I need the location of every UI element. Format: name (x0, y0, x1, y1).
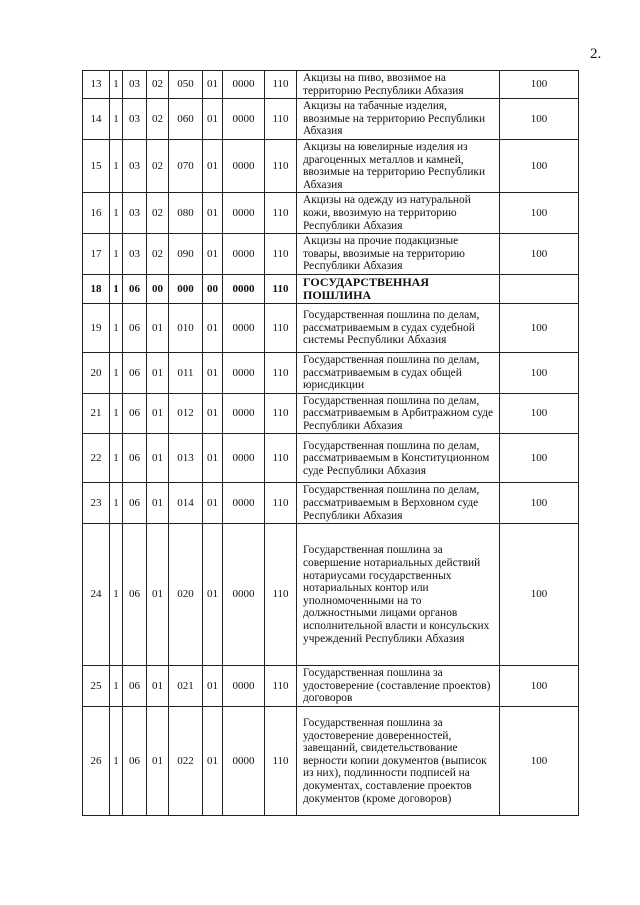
code-economic: 110 (265, 352, 297, 393)
table-row (83, 666, 579, 707)
code-subgroup: 06 (123, 393, 147, 434)
code-subgroup: 03 (123, 99, 147, 140)
revenue-description: Государственная пошлина по делам, рассматриваемым в Арбитражном суде Республики Абхазия (297, 393, 500, 434)
code-group: 1 (110, 234, 123, 275)
code-program: 0000 (223, 234, 265, 275)
code-group: 1 (110, 524, 123, 666)
table-row (83, 303, 579, 352)
allocation-percent: 100 (500, 524, 579, 666)
code-economic: 110 (265, 707, 297, 816)
code-article: 01 (147, 483, 169, 524)
code-economic: 110 (265, 139, 297, 192)
table-row (83, 393, 579, 434)
code-program: 0000 (223, 707, 265, 816)
row-number: 23 (83, 483, 110, 524)
allocation-percent: 100 (500, 666, 579, 707)
code-program: 0000 (223, 434, 265, 483)
table-row (83, 434, 579, 483)
code-element: 01 (203, 71, 223, 99)
code-program: 0000 (223, 352, 265, 393)
table-row (83, 274, 579, 303)
code-program: 0000 (223, 393, 265, 434)
code-subarticle: 080 (169, 193, 203, 234)
row-number: 15 (83, 139, 110, 192)
code-economic: 110 (265, 71, 297, 99)
code-subgroup: 03 (123, 71, 147, 99)
code-element: 01 (203, 352, 223, 393)
code-article: 01 (147, 707, 169, 816)
code-program: 0000 (223, 99, 265, 140)
code-economic: 110 (265, 434, 297, 483)
row-number: 25 (83, 666, 110, 707)
code-article: 01 (147, 434, 169, 483)
code-economic: 110 (265, 303, 297, 352)
code-article: 01 (147, 666, 169, 707)
code-group: 1 (110, 666, 123, 707)
allocation-percent: 100 (500, 303, 579, 352)
row-number: 26 (83, 707, 110, 816)
code-subarticle: 011 (169, 352, 203, 393)
code-element: 00 (203, 274, 223, 303)
code-subgroup: 03 (123, 234, 147, 275)
row-number: 18 (83, 274, 110, 303)
code-group: 1 (110, 71, 123, 99)
revenue-description: Государственная пошлина по делам, рассматриваемым в Конституционном суде Республики Абхазия (297, 434, 500, 483)
revenue-description: Государственная пошлина по делам, рассматриваемым в судах общей юрисдикции (297, 352, 500, 393)
code-economic: 110 (265, 483, 297, 524)
code-economic: 110 (265, 666, 297, 707)
code-element: 01 (203, 393, 223, 434)
code-group: 1 (110, 483, 123, 524)
code-subarticle: 050 (169, 71, 203, 99)
allocation-percent: 100 (500, 193, 579, 234)
code-subarticle: 012 (169, 393, 203, 434)
table-row (83, 483, 579, 524)
revenue-description: Государственная пошлина за удостоверение (составление проектов) договоров (297, 666, 500, 707)
allocation-percent: 100 (500, 234, 579, 275)
code-economic: 110 (265, 234, 297, 275)
code-subgroup: 03 (123, 193, 147, 234)
revenue-description: ГОСУДАРСТВЕННАЯ ПОШЛИНА (297, 274, 500, 303)
code-group: 1 (110, 434, 123, 483)
code-economic: 110 (265, 393, 297, 434)
allocation-percent: 100 (500, 71, 579, 99)
revenue-description: Государственная пошлина по делам, рассматриваемым в Верховном суде Республики Абхазия (297, 483, 500, 524)
allocation-percent: 100 (500, 483, 579, 524)
code-subarticle: 020 (169, 524, 203, 666)
row-number: 13 (83, 71, 110, 99)
code-article: 02 (147, 139, 169, 192)
code-article: 01 (147, 303, 169, 352)
code-economic: 110 (265, 524, 297, 666)
allocation-percent (500, 274, 579, 303)
code-program: 0000 (223, 274, 265, 303)
code-subarticle: 090 (169, 234, 203, 275)
code-group: 1 (110, 193, 123, 234)
code-element: 01 (203, 707, 223, 816)
table-row (83, 99, 579, 140)
row-number: 21 (83, 393, 110, 434)
code-subgroup: 06 (123, 524, 147, 666)
code-subgroup: 06 (123, 352, 147, 393)
code-subarticle: 070 (169, 139, 203, 192)
code-program: 0000 (223, 139, 265, 192)
budget-classification-table (82, 70, 579, 816)
row-number: 17 (83, 234, 110, 275)
code-group: 1 (110, 352, 123, 393)
code-element: 01 (203, 193, 223, 234)
code-program: 0000 (223, 666, 265, 707)
code-subgroup: 03 (123, 139, 147, 192)
code-group: 1 (110, 393, 123, 434)
code-article: 00 (147, 274, 169, 303)
code-subarticle: 014 (169, 483, 203, 524)
code-group: 1 (110, 139, 123, 192)
table-row (83, 234, 579, 275)
code-article: 02 (147, 71, 169, 99)
code-subarticle: 013 (169, 434, 203, 483)
code-subarticle: 021 (169, 666, 203, 707)
code-subarticle: 022 (169, 707, 203, 816)
code-economic: 110 (265, 193, 297, 234)
allocation-percent: 100 (500, 352, 579, 393)
code-program: 0000 (223, 71, 265, 99)
code-subgroup: 06 (123, 434, 147, 483)
code-element: 01 (203, 483, 223, 524)
allocation-percent: 100 (500, 707, 579, 816)
code-economic: 110 (265, 99, 297, 140)
allocation-percent: 100 (500, 139, 579, 192)
code-subarticle: 010 (169, 303, 203, 352)
code-subarticle: 060 (169, 99, 203, 140)
code-article: 01 (147, 524, 169, 666)
table-row (83, 193, 579, 234)
code-subgroup: 06 (123, 274, 147, 303)
row-number: 24 (83, 524, 110, 666)
table-row (83, 707, 579, 816)
code-subgroup: 06 (123, 483, 147, 524)
code-subarticle: 000 (169, 274, 203, 303)
table-body (83, 71, 579, 816)
row-number: 19 (83, 303, 110, 352)
code-program: 0000 (223, 193, 265, 234)
row-number: 16 (83, 193, 110, 234)
code-article: 01 (147, 352, 169, 393)
code-article: 01 (147, 393, 169, 434)
revenue-description: Акцизы на прочие подакцизные товары, ввозимые на территорию Республики Абхазия (297, 234, 500, 275)
code-element: 01 (203, 524, 223, 666)
table-row (83, 524, 579, 666)
code-article: 02 (147, 193, 169, 234)
code-subgroup: 06 (123, 707, 147, 816)
code-element: 01 (203, 666, 223, 707)
table-row (83, 352, 579, 393)
revenue-description: Государственная пошлина по делам, рассматриваемым в судах судебной системы Республики Абхазия (297, 303, 500, 352)
code-subgroup: 06 (123, 666, 147, 707)
code-program: 0000 (223, 303, 265, 352)
allocation-percent: 100 (500, 434, 579, 483)
revenue-description: Государственная пошлина за совершение нотариальных действий нотариусами государственных нотариальных контор или уполномоченными на то должностными лицами органов исполнительной власти и консульских учреждений Республики Абхазия (297, 524, 500, 666)
code-group: 1 (110, 707, 123, 816)
allocation-percent: 100 (500, 393, 579, 434)
row-number: 20 (83, 352, 110, 393)
code-element: 01 (203, 139, 223, 192)
code-article: 02 (147, 99, 169, 140)
code-program: 0000 (223, 483, 265, 524)
code-element: 01 (203, 234, 223, 275)
revenue-description: Акцизы на одежду из натуральной кожи, ввозимую на территорию Республики Абхазия (297, 193, 500, 234)
code-economic: 110 (265, 274, 297, 303)
page-number: 2. (590, 46, 602, 62)
revenue-description: Акцизы на табачные изделия, ввозимые на территорию Республики Абхазия (297, 99, 500, 140)
code-element: 01 (203, 303, 223, 352)
row-number: 22 (83, 434, 110, 483)
table-row (83, 139, 579, 192)
code-element: 01 (203, 99, 223, 140)
row-number: 14 (83, 99, 110, 140)
code-article: 02 (147, 234, 169, 275)
revenue-description: Акцизы на пиво, ввозимое на территорию Республики Абхазия (297, 71, 500, 99)
allocation-percent: 100 (500, 99, 579, 140)
code-subgroup: 06 (123, 303, 147, 352)
code-group: 1 (110, 303, 123, 352)
code-element: 01 (203, 434, 223, 483)
revenue-description: Государственная пошлина за удостоверение доверенностей, завещаний, свидетельствование верности копии документов (выписок из них), подлинности подписей на документах, составление проектов документов (кроме договоров) (297, 707, 500, 816)
revenue-description: Акцизы на ювелирные изделия из драгоценных металлов и камней, ввозимые на территорию Республики Абхазия (297, 139, 500, 192)
code-group: 1 (110, 99, 123, 140)
code-group: 1 (110, 274, 123, 303)
code-program: 0000 (223, 524, 265, 666)
table-row (83, 71, 579, 99)
